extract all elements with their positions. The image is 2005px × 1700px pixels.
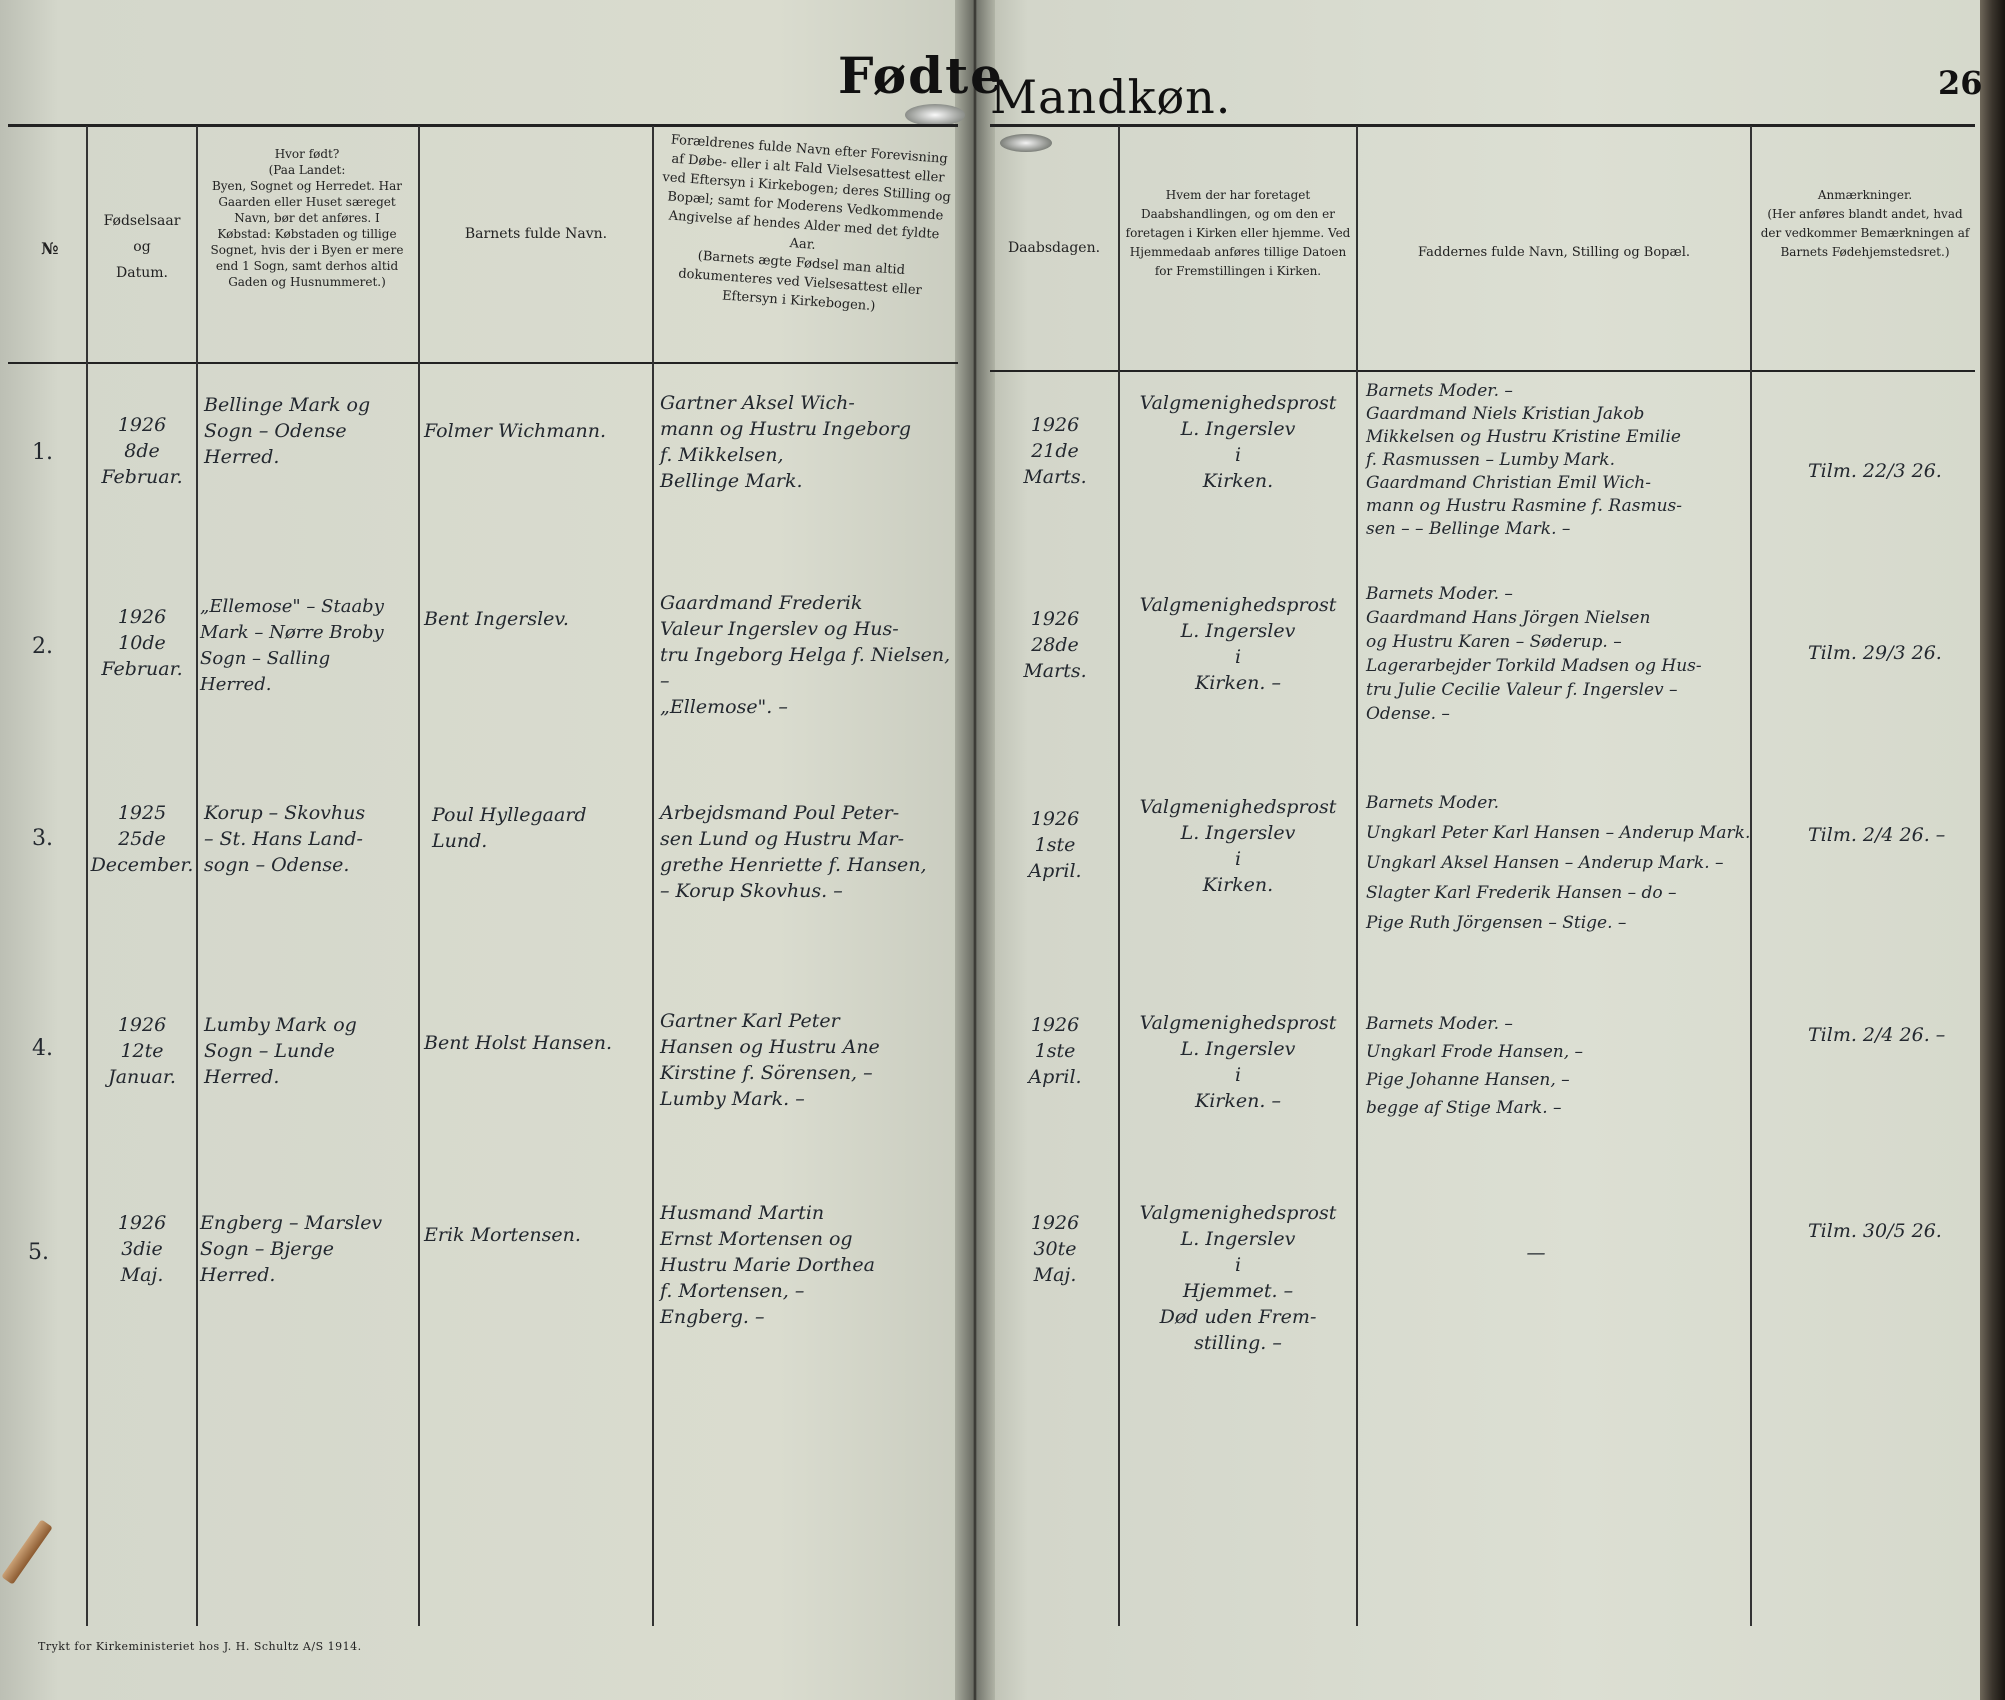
entry-baptism-date: 1926 1ste April. [1028,808,1082,882]
header-top-rule [990,124,1975,127]
header-top-rule [8,124,958,127]
entry-birth-date: 1926 3die Maj. [117,1212,167,1286]
entry-birth-place: Bellinge Mark og Sogn – Odense Herred. [204,394,371,468]
column-header-no: № [41,239,59,258]
column-divider [196,126,198,1626]
entry-baptism-date: 1926 1ste April. [1028,1014,1082,1088]
entry-child-name: Bent Holst Hansen. [424,1032,613,1054]
column-divider [1118,126,1120,1626]
entry-parents: Arbejdsmand Poul Peter- sen Lund og Hustru Mar- grethe Henriette f. Hansen, – Korup Skovhus. – [660,802,927,902]
entry-remarks: Tilm. 2/4 26. – [1808,824,1946,846]
entry-number: 5. [28,1240,49,1265]
column-header-godparents: Faddernes fulde Navn, Stilling og Bopæl. [1418,245,1690,260]
entry-number: 4. [32,1036,53,1061]
column-header-birth: Fødselsaar og Datum. [103,213,181,281]
entry-child-name: Folmer Wichmann. [424,420,607,442]
header-bottom-rule [8,362,958,364]
book-gutter [955,0,995,1700]
entry-godparents: Barnets Moder. Ungkarl Peter Karl Hansen – Anderup Mark. Ungkarl Aksel Hansen – Anderup Mark. – Slagter Karl Frederik Hansen – do – Pige Ruth Jörgensen – Stige. – [1366,793,1751,933]
entry-godparents: Barnets Moder. – Gaardmand Niels Kristian Jakob Mikkelsen og Hustru Kristine Emilie f. Rasmussen – Lumby Mark. Gaardmand Christian Emil Wich- mann og Hustru Rasmine f. Rasmus- sen – – Bellinge Mark. – [1366,381,1682,539]
entry-baptism-place: Valgmenighedsprost L. Ingerslev i Kirken. [1139,392,1337,492]
column-divider [1356,126,1358,1626]
entry-birth-place: Engberg – Marslev Sogn – Bjerge Herred. [200,1212,383,1286]
page-number: 26 [1938,64,1983,102]
page-title-left: Fødte [838,46,1004,105]
entry-birth-date: 1926 8de Februar. [101,414,183,488]
page-title-right: Mandkøn. [990,70,1232,124]
entry-birth-date: 1926 12te Januar. [108,1014,176,1088]
column-header-parents: Forældrenes fulde Navn efter Forevisning af Døbe- eller i alt Fald Vielsesattest eller ved Eftersyn i Kirkebogen; deres Stilling og Bopæl; samt for Moderens Vedkommende Angivelse af hendes Alder med det fyldte Aar. (Barnets ægte Fødsel man altid dokumenteres ved Vielsesattest eller Eftersyn i Kirkebogen.) [662,132,952,315]
entry-parents: Gartner Karl Peter Hansen og Hustru Ane Kirstine f. Sörensen, – Lumby Mark. – [660,1010,880,1110]
entry-baptism-date: 1926 30te Maj. [1030,1212,1080,1286]
entry-baptism-place: Valgmenighedsprost L. Ingerslev i Kirken. – [1139,594,1337,694]
column-header-child: Barnets fulde Navn. [464,226,608,242]
entry-child-name: Erik Mortensen. [424,1224,581,1246]
entry-parents: Gaardmand Frederik Valeur Ingerslev og Hus- tru Ingeborg Helga f. Nielsen, – „Ellemose". – [660,592,951,718]
entry-remarks: Tilm. 29/3 26. [1808,642,1942,664]
entry-number: 3. [32,826,53,851]
entry-godparents: Barnets Moder. – Gaardmand Hans Jörgen Nielsen og Hustru Karen – Søderup. – Lagerarbejder Torkild Madsen og Hus- tru Julie Cecilie Valeur f. Ingerslev – Odense. – [1366,584,1702,724]
entry-child-name: Poul Hyllegaard Lund. [432,804,587,852]
entry-baptism-date: 1926 28de Marts. [1023,608,1087,682]
entry-birth-date: 1926 10de Februar. [101,606,183,680]
entry-baptism-date: 1926 21de Marts. [1023,414,1087,488]
entry-baptism-place: Valgmenighedsprost L. Ingerslev i Kirken. – [1139,1012,1337,1112]
entry-birth-place: „Ellemose" – Staaby Mark – Nørre Broby Sogn – Salling Herred. [200,596,384,695]
entry-baptism-place: Valgmenighedsprost L. Ingerslev i Hjemmet. – Død uden Frem- stilling. – [1139,1202,1337,1354]
entry-parents: Gartner Aksel Wich- mann og Hustru Ingeborg f. Mikkelsen, Bellinge Mark. [660,392,912,492]
column-divider [418,126,420,1626]
entry-birth-place: Lumby Mark og Sogn – Lunde Herred. [204,1014,357,1088]
entry-birth-place: Korup – Skovhus – St. Hans Land- sogn – Odense. [204,802,366,876]
entry-godparents: Barnets Moder. – Ungkarl Frode Hansen, – Pige Johanne Hansen, – begge af Stige Mark. – [1366,1014,1584,1118]
column-divider [652,126,654,1626]
column-header-place: Hvor født? (Paa Landet: Byen, Sognet og Herredet. Har Gaarden eller Huset særeget Navn, bør det anføres. I Købstad: Købstaden og tillige Sognet, hvis der i Byen er mere end 1 Sogn, samt derhos altid Gaden og Husnummeret.) [210,147,404,289]
entry-godparents: — [1526,1242,1546,1264]
column-header-baptism-date: Daabsdagen. [1007,240,1101,256]
entry-baptism-place: Valgmenighedsprost L. Ingerslev i Kirken. [1139,796,1337,896]
entry-child-name: Bent Ingerslev. [424,608,569,630]
paper-clip-icon [905,104,965,126]
book-edge [1980,0,2005,1700]
column-header-baptism-place: Hvem der har foretaget Daabshandlingen, og om den er foretagen i Kirken eller hjemme. Ved Hjemmedaab anføres tillige Datoen for Fremstillingen i Kirken. [1125,188,1351,278]
entry-remarks: Tilm. 30/5 26. [1808,1220,1942,1242]
entry-number: 1. [32,440,53,465]
entry-remarks: Tilm. 2/4 26. – [1808,1024,1946,1046]
printer-imprint: Trykt for Kirkeministeriet hos J. H. Schultz A/S 1914. [38,1640,362,1653]
entry-birth-date: 1925 25de December. [90,802,194,876]
header-bottom-rule [990,370,1975,372]
entry-number: 2. [32,634,53,659]
column-header-remarks: Anmærkninger. (Her anføres blandt andet, hvad der vedkommer Bemærkningen af Barnets Fødehjemstedsret.) [1760,188,1970,259]
entry-parents: Husmand Martin Ernst Mortensen og Hustru Marie Dorthea f. Mortensen, – Engberg. – [660,1202,875,1328]
entry-remarks: Tilm. 22/3 26. [1808,460,1942,482]
paper-clip-icon [1000,134,1052,152]
